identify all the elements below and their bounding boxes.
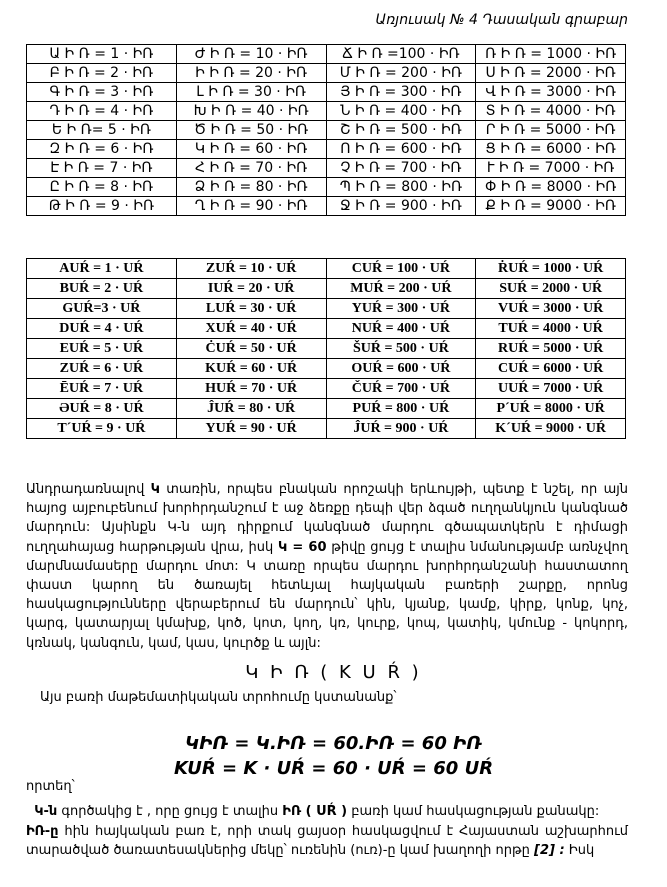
table-cell: Լ Ի Ռ = 30 · ԻՌ (176, 83, 326, 102)
table-cell: BUŔ = 2 · UŔ (27, 279, 177, 299)
table-cell: P´UŔ = 8000 · UŔ (476, 399, 626, 419)
letter-k: Կ (150, 482, 160, 497)
ir-term-2: ԻՌ-ը (26, 823, 59, 839)
latin-numeral-table (26, 258, 626, 439)
table-cell: Է Ի Ռ = 7 · ԻՌ (27, 159, 177, 178)
table-row (27, 299, 626, 319)
table-cell: Ռ Ի Ռ = 1000 · ԻՌ (476, 45, 626, 64)
table-cell: Մ Ի Ռ = 200 · ԻՌ (326, 64, 476, 83)
table-row (27, 64, 626, 83)
table-cell: Ծ Ի Ռ = 50 · ԻՌ (176, 121, 326, 140)
table-cell: Յ Ի Ռ = 300 · ԻՌ (326, 83, 476, 102)
table-cell: Պ Ի Ռ = 800 · ԻՌ (326, 178, 476, 197)
table-cell: NUŔ = 400 · UŔ (326, 319, 476, 339)
definition-text-3: հին հայկական բառ է, որի տակ ցայսօր հասկացվում է Հայաստան աշխարհում տարածված ծառատեսակներից մեկը՝ ուռենին (ուռ)-ը կամ խաղողի որթը (26, 823, 628, 858)
table-cell: UUŔ = 7000 · UŔ (476, 379, 626, 399)
table-cell: ƏUŔ = 8 · UŔ (27, 399, 177, 419)
table-cell: RUŔ = 5000 · UŔ (476, 339, 626, 359)
table-cell: ĒUŔ = 7 · UŔ (27, 379, 177, 399)
table-row (27, 379, 626, 399)
paragraph-middle: տառին, որպես բնական որոշակի երևույթի, պետք է նշել, որ այն հայոց այբուբենում խորհրդանշում է աջ ձեռքը դեպի վեր ձգած ուղղանկյուն կանգնած մարդուն: Այսինքն Կ-ն այդ դիրքում կանգնած մարդու գծապատկերն է դիմացի ուղղահայաց հարթության վրա, իսկ (26, 482, 628, 555)
table-cell: YUŔ = 300 · UŔ (326, 299, 476, 319)
table-cell: Ր Ի Ռ = 5000 · ԻՌ (476, 121, 626, 140)
table-cell: OUŔ = 600 · UŔ (326, 359, 476, 379)
table-cell: Շ Ի Ռ = 500 · ԻՌ (326, 121, 476, 140)
table-cell: Տ Ի Ռ = 4000 · ԻՌ (476, 102, 626, 121)
table-cell: Դ Ի Ռ = 4 · ԻՌ (27, 102, 177, 121)
paragraph-rest: թիվը ցույց է տալիս նմանությամբ առնչվող մարմնամասերը մարդու մոտ: Կ տառը որպես մարդու խորհրդանշանի հաստատող փաստ կարող են ծառայել հետևյալ հայկական բառերի շարքը, որոնց հասկացությունները վերաբերում են մարդուն՝ կին, կյանք, կամք, կիրք, կոնք, կոչ, կարգ, կատարյալ կմախք, կոծ, կոտ, կող, կռ, կուրք, կոպ, կատիկ, կմունք - կոկորդ, կռնակ, կանգուն, կամ, կաս, կուրծք և այլն: (26, 539, 628, 651)
table-cell: Թ Ի Ռ = 9 · ԻՌ (27, 197, 177, 216)
ir-term: ԻՌ ( UŔ ) (282, 804, 348, 819)
definition-paragraph (26, 802, 628, 861)
table-cell: ĊUŔ = 50 · UŔ (176, 339, 326, 359)
k-coefficient: Կ-ն (34, 804, 58, 819)
table-row (27, 259, 626, 279)
table-row (27, 279, 626, 299)
table-cell: Բ Ի Ռ = 2 · ԻՌ (27, 64, 177, 83)
formula-armenian: ԿԻՌ = Կ.ԻՌ = 60.ԻՌ = 60 ԻՌ (184, 733, 483, 754)
table-cell: Ք Ի Ռ = 9000 · ԻՌ (476, 197, 626, 216)
word-subtitle: Այս բառի մաթեմատիկական տրոհումը կստանանք՝ (40, 690, 397, 705)
table-cell: KUŔ = 60 · UŔ (176, 359, 326, 379)
definition-text-4: Իսկ (564, 843, 595, 858)
table-cell: Ս Ի Ռ = 2000 · ԻՌ (476, 64, 626, 83)
table-cell: PUŔ = 800 · UŔ (326, 399, 476, 419)
table-cell: Զ Ի Ռ = 6 · ԻՌ (27, 140, 177, 159)
table-cell: TUŔ = 4000 · UŔ (476, 319, 626, 339)
table-row (27, 197, 626, 216)
table-cell: Ա Ի Ռ = 1 · ԻՌ (27, 45, 177, 64)
formula-latin: KUŔ = K · UŔ = 60 · UŔ = 60 UŔ (173, 758, 494, 779)
table-cell: CUŔ = 6000 · UŔ (476, 359, 626, 379)
reference-mark: [2] : (534, 843, 565, 858)
table-cell: Ձ Ի Ռ = 80 · ԻՌ (176, 178, 326, 197)
table-row (27, 102, 626, 121)
table-cell: ČUŔ = 700 · UŔ (326, 379, 476, 399)
table-cell: Ո Ի Ռ = 600 · ԻՌ (326, 140, 476, 159)
table-cell: Ժ Ի Ռ = 10 · ԻՌ (176, 45, 326, 64)
paragraph-intro: Անդրադառնալով (26, 482, 151, 497)
armenian-numeral-table (26, 44, 626, 216)
table-cell: XUŔ = 40 · UŔ (176, 319, 326, 339)
table-cell: Վ Ի Ռ = 3000 · ԻՌ (476, 83, 626, 102)
table-cell: AUŔ = 1 · UŔ (27, 259, 177, 279)
table-cell: ĴUŔ = 80 · UŔ (176, 399, 326, 419)
table-cell: YUŔ = 90 · UŔ (176, 419, 326, 439)
table-cell: Փ Ի Ռ = 8000 · ԻՌ (476, 178, 626, 197)
table-cell: GUŔ=3 · UŔ (27, 299, 177, 319)
table-cell: K´UŔ = 9000 · UŔ (476, 419, 626, 439)
table-cell: ŠUŔ = 500 · UŔ (326, 339, 476, 359)
definition-line-2 (26, 822, 628, 861)
table-row (27, 121, 626, 140)
table-cell: Ւ Ի Ռ = 7000 · ԻՌ (476, 159, 626, 178)
table-cell: Չ Ի Ռ = 700 · ԻՌ (326, 159, 476, 178)
table-cell: T´UŔ = 9 · UŔ (27, 419, 177, 439)
table-row (27, 178, 626, 197)
table-cell: IUŔ = 20 · UŔ (176, 279, 326, 299)
table-cell: MUŔ = 200 · UŔ (326, 279, 476, 299)
table-row (27, 159, 626, 178)
definition-text-2: բառի կամ հասկացության քանակը: (347, 804, 600, 819)
where-label: որտեղ՝ (26, 779, 75, 794)
table-cell: SUŔ = 2000 · UŔ (476, 279, 626, 299)
table-cell: Գ Ի Ռ = 3 · ԻՌ (27, 83, 177, 102)
table-cell: ĴUŔ = 900 · UŔ (326, 419, 476, 439)
table-cell: HUŔ = 70 · UŔ (176, 379, 326, 399)
body-paragraph (26, 480, 628, 653)
table-cell: LUŔ = 30 · UŔ (176, 299, 326, 319)
table-cell: ZUŔ = 10 · UŔ (176, 259, 326, 279)
table-cell: Խ Ի Ռ = 40 · ԻՌ (176, 102, 326, 121)
table-row (27, 359, 626, 379)
table-row (27, 83, 626, 102)
table-cell: Ղ Ի Ռ = 90 · ԻՌ (176, 197, 326, 216)
table-cell: EUŔ = 5 · UŔ (27, 339, 177, 359)
table-cell: DUŔ = 4 · UŔ (27, 319, 177, 339)
table-cell: Ն Ի Ռ = 400 · ԻՌ (326, 102, 476, 121)
table-cell: Ց Ի Ռ = 6000 · ԻՌ (476, 140, 626, 159)
table-cell: Կ Ի Ռ = 60 · ԻՌ (176, 140, 326, 159)
table-row (27, 339, 626, 359)
table-cell: ZUŔ = 6 · UŔ (27, 359, 177, 379)
table-row (27, 399, 626, 419)
table-row (27, 419, 626, 439)
table-cell: Ճ Ի Ռ =100 · ԻՌ (326, 45, 476, 64)
table-cell: Հ Ի Ռ = 70 · ԻՌ (176, 159, 326, 178)
table-cell: ṘUŔ = 1000 · UŔ (476, 259, 626, 279)
table-cell: Ի Ի Ռ = 20 · ԻՌ (176, 64, 326, 83)
table-cell: Ը Ի Ռ = 8 · ԻՌ (27, 178, 177, 197)
table-cell: VUŔ = 3000 · UŔ (476, 299, 626, 319)
table-row (27, 140, 626, 159)
table-cell: Ե Ի Ռ= 5 · ԻՌ (27, 121, 177, 140)
page-header: Առյուսակ № 4 Դասական գրաբար (375, 12, 628, 28)
k-equals-60: Կ = 60 (277, 539, 327, 555)
table-row (27, 45, 626, 64)
word-title: Կ Ի Ռ ( K U Ŕ ) (245, 662, 422, 683)
definition-text-1: գործակից է , որը ցույց է տալիս (57, 804, 283, 819)
table-cell: CUŔ = 100 · UŔ (326, 259, 476, 279)
table-cell: Ջ Ի Ռ = 900 · ԻՌ (326, 197, 476, 216)
definition-line-1 (26, 802, 628, 822)
table-row (27, 319, 626, 339)
